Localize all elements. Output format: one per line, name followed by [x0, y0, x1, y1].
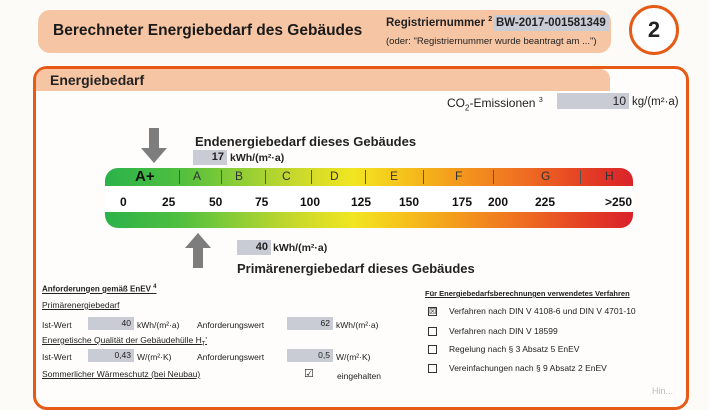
- procedure-checkbox[interactable]: ☒: [429, 307, 437, 316]
- envelope-ist-field: 0,43: [88, 349, 134, 362]
- co2-label: [447, 96, 543, 112]
- scale-tick-label: 75: [255, 195, 269, 209]
- registration-label: [386, 16, 492, 29]
- energy-class-d: D: [330, 169, 339, 183]
- procedure-label: Vereinfachungen nach § 9 Absatz 2 EnEV: [449, 363, 607, 373]
- scale-tick-label: 200: [488, 195, 509, 209]
- endenergy-unit: kWh/(m²·a): [230, 152, 285, 164]
- primary-anf-label: Anforderungswert: [197, 320, 265, 330]
- energy-class-a: A: [193, 169, 202, 183]
- energy-class-e: E: [390, 169, 399, 183]
- class-divider: [221, 170, 222, 184]
- envelope-heading: [42, 335, 207, 348]
- procedure-label: Verfahren nach DIN V 18599: [449, 326, 558, 336]
- scale-tick-label: 100: [300, 195, 321, 209]
- registration-label-text: Registriernummer: [386, 16, 486, 29]
- primary-energy-arrow-icon: [185, 233, 211, 269]
- procedure-checkbox[interactable]: [428, 327, 437, 336]
- endenergy-arrow-icon: [141, 128, 167, 164]
- scale-tick-label: 0: [120, 195, 127, 209]
- energy-class-h: H: [605, 169, 614, 183]
- energy-scale-bar: [105, 168, 633, 228]
- envelope-ist-label: Ist-Wert: [42, 352, 72, 362]
- scale-tick-label: 125: [351, 195, 372, 209]
- primary-energy-unit: kWh/(m²·a): [273, 242, 328, 254]
- envelope-heading-sub: T: [201, 341, 206, 348]
- requirements-title-text: Anforderungen gemäß EnEV: [42, 284, 151, 294]
- summer-protection-label: Sommerlicher Wärmeschutz (bei Neubau): [42, 369, 201, 379]
- class-divider: [265, 170, 266, 184]
- energy-class-g: G: [541, 169, 551, 183]
- summer-protection-status: eingehalten: [337, 371, 381, 381]
- summer-protection-checkbox[interactable]: ☑: [304, 368, 314, 380]
- primary-anf-field: 62: [287, 317, 333, 330]
- scale-tick-label: >250: [605, 195, 633, 209]
- scale-tick-label: 175: [452, 195, 473, 209]
- section-title: Energiebedarf: [50, 72, 145, 88]
- primary-energy-title: Primärenergiebedarf dieses Gebäudes: [237, 261, 475, 276]
- procedure-label: Regelung nach § 3 Absatz 5 EnEV: [449, 344, 580, 354]
- co2-value-field: 10: [557, 93, 629, 109]
- scale-tick-label: 150: [399, 195, 420, 209]
- class-divider: [580, 170, 581, 184]
- energy-class-f: F: [455, 169, 463, 183]
- scale-tick-label: 225: [535, 195, 556, 209]
- scale-tick-label: 25: [162, 195, 176, 209]
- primary-anf-unit: kWh/(m²·a): [336, 320, 379, 330]
- envelope-anf-label: Anforderungswert: [197, 352, 265, 362]
- watermark: Hin...: [652, 386, 674, 396]
- co2-label-post: -Emissionen: [469, 96, 536, 110]
- envelope-ist-unit: W/(m²·K): [137, 352, 172, 362]
- procedure-label: Verfahren nach DIN V 4108-6 und DIN V 4701-10: [449, 306, 636, 316]
- co2-unit: kg/(m²·a): [632, 96, 679, 108]
- co2-footnote: 3: [538, 97, 543, 104]
- registration-number-field: BW-2017-001581349: [493, 15, 609, 31]
- envelope-heading-post: ': [205, 335, 208, 345]
- document-title: Berechneter Energiebedarf des Gebäudes: [53, 22, 363, 39]
- endenergy-value-field: 17: [193, 150, 227, 165]
- page-number-badge: 2: [629, 5, 679, 55]
- energy-class-a-plus: A+: [135, 168, 155, 185]
- registration-footnote: 2: [488, 16, 493, 23]
- procedure-checkbox[interactable]: [428, 345, 437, 354]
- co2-label-sub: 2: [465, 103, 470, 113]
- primary-ist-unit: kWh/(m²·a): [137, 320, 180, 330]
- class-divider: [365, 170, 366, 184]
- section-header: [36, 69, 610, 91]
- energy-class-b: B: [235, 169, 244, 183]
- primary-ist-field: 40: [88, 317, 134, 330]
- envelope-anf-unit: W/(m²·K): [336, 352, 371, 362]
- class-divider: [423, 170, 424, 184]
- scale-tick-label: 50: [209, 195, 223, 209]
- energy-class-c: C: [282, 169, 291, 183]
- procedure-checkbox[interactable]: [428, 364, 437, 373]
- primary-ist-label: Ist-Wert: [42, 320, 72, 330]
- requirements-title: [42, 284, 156, 294]
- primary-energy-value-field: 40: [237, 240, 271, 255]
- endenergy-title: Endenergiebedarf dieses Gebäudes: [195, 134, 417, 149]
- class-divider: [179, 170, 180, 184]
- registration-note: (oder: "Registriernummer wurde beantragt am ..."): [386, 36, 597, 47]
- envelope-heading-text: Energetische Qualität der Gebäudehülle H: [42, 335, 202, 345]
- class-divider: [311, 170, 312, 184]
- class-divider: [493, 170, 494, 184]
- primary-requirement-heading: Primärenergiebedarf: [42, 300, 120, 310]
- procedures-title: Für Energiebedarfsberechnungen verwendetes Verfahren: [425, 289, 630, 298]
- requirements-footnote: 4: [153, 284, 157, 290]
- envelope-anf-field: 0,5: [287, 349, 333, 362]
- co2-label-pre: CO: [447, 96, 465, 110]
